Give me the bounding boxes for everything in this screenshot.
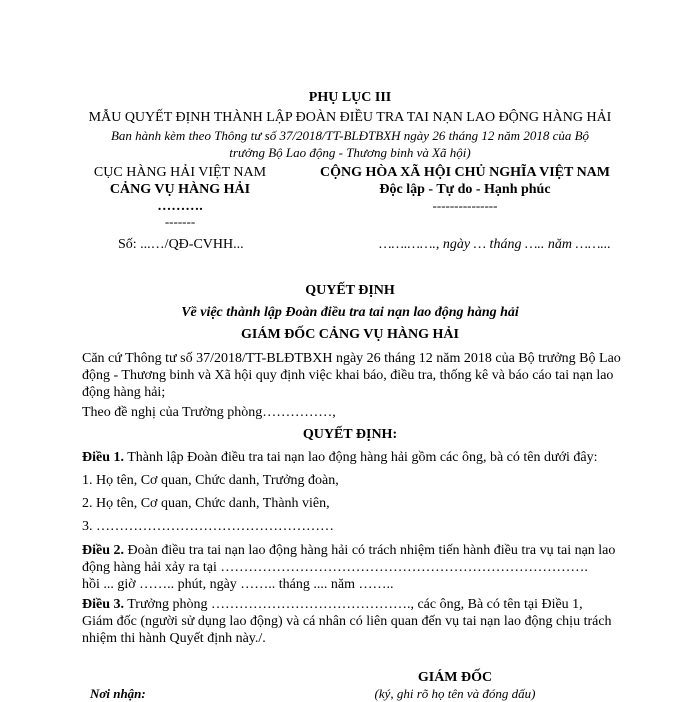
signer-note: (ký, ghi rõ họ tên và đóng dấu) <box>374 686 536 701</box>
decision-authority: GIÁM ĐỐC CẢNG VỤ HÀNG HẢI <box>241 327 459 342</box>
recipients-label: Nơi nhận: <box>90 686 146 701</box>
agency-name: CỤC HÀNG HẢI VIỆT NAM <box>93 165 267 180</box>
legal-basis-line: Căn cứ Thông tư số 37/2018/TT-BLĐTBXH ngày 26 tháng 12 năm 2018 của Bộ trưởng Bộ Lao <box>82 351 621 366</box>
article-3-text: nhiệm thi hành Quyết định này./. <box>82 631 266 646</box>
national-motto: Độc lập - Tự do - Hạnh phúc <box>379 182 551 197</box>
legal-basis-line: động - Thương binh và Xã hội quy định việc khai báo, điều tra, thống kê và báo cáo tai nạn lao <box>82 368 614 383</box>
legal-basis-line: động hàng hải; <box>82 385 166 400</box>
article-3-text: Giám đốc (người sử dụng lao động) và cá nhân có liên quan đến vụ tai nạn lao động chịu trách <box>82 614 612 629</box>
form-title: MẪU QUYẾT ĐỊNH THÀNH LẬP ĐOÀN ĐIỀU TRA TAI NẠN LAO ĐỘNG HÀNG HẢI <box>88 110 612 125</box>
document-number: Số: ...…/QĐ-CVHH... <box>118 237 244 252</box>
article-1-text: Thành lập Đoàn điều tra tai nạn lao động hàng hải gồm các ông, bà có tên dưới đây: <box>124 450 598 465</box>
signer-title: GIÁM ĐỐC <box>417 670 493 685</box>
decision-title: QUYẾT ĐỊNH <box>305 283 395 298</box>
country-name: CỘNG HÒA XÃ HỘI CHỦ NGHĨA VIỆT NAM <box>319 165 610 180</box>
article-1-label: Điều 1. <box>82 450 124 465</box>
decides-heading: QUYẾT ĐỊNH: <box>302 427 398 442</box>
member-item-2: 2. Họ tên, Cơ quan, Chức danh, Thành viên, <box>82 496 330 511</box>
agency-dots: ………. <box>157 199 203 214</box>
issued-line-1: Ban hành kèm theo Thông tư số 37/2018/TT-BLĐTBXH ngày 26 tháng 12 năm 2018 của Bộ <box>110 128 590 143</box>
motto-separator: --------------- <box>432 198 498 213</box>
article-2-label: Điều 2. <box>82 543 124 558</box>
article-2-text: Đoàn điều tra tai nạn lao động hàng hải có trách nhiệm tiến hành điều tra vụ tai nạn lao <box>124 543 616 558</box>
article-2-text: hồi ... giờ …….. phút, ngày …….. tháng .... năm …….. <box>82 577 394 592</box>
member-item-3: 3. …………………………………………… <box>82 519 334 534</box>
decision-subject: Về việc thành lập Đoàn điều tra tai nạn lao động hàng hải <box>181 305 519 320</box>
article-3 <box>82 596 622 647</box>
article-1 <box>82 450 597 466</box>
article-3-label: Điều 3. <box>82 597 124 612</box>
proposal-line: Theo đề nghị của Trưởng phòng……………, <box>82 405 336 420</box>
legal-basis <box>82 350 622 401</box>
member-item-1: 1. Họ tên, Cơ quan, Chức danh, Trưởng đoàn, <box>82 473 339 488</box>
agency-separator: ------- <box>164 214 196 229</box>
sub-agency-name: CẢNG VỤ HÀNG HẢI <box>109 182 251 197</box>
appendix-title: PHỤ LỤC III <box>308 90 392 105</box>
article-2 <box>82 542 622 593</box>
issued-line-2: trưởng Bộ Lao động - Thương binh và Xã hội) <box>229 145 471 160</box>
date-line: …….……., ngày … tháng ….. năm ……... <box>379 237 611 252</box>
article-3-text: Trưởng phòng ……………………………………., các ông, Bà có tên tại Điều 1, <box>124 597 583 612</box>
article-2-text: động hàng hải xảy ra tại ……………………………………………………………………. <box>82 560 588 575</box>
